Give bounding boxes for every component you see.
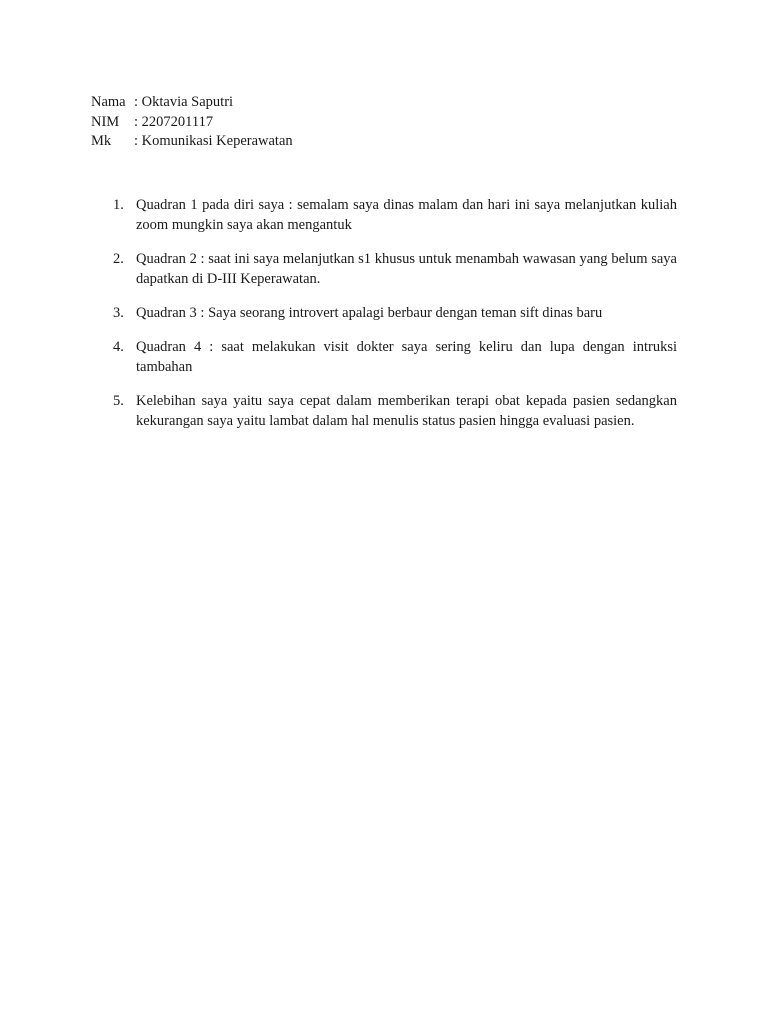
list-item bbox=[108, 195, 677, 235]
list-item-number: 5. bbox=[113, 393, 124, 409]
list-item-text: Quadran 4 : saat melakukan visit dokter saya sering keliru dan lupa dengan intruksi tambahan bbox=[136, 339, 677, 375]
list-item-text: Kelebihan saya yaitu saya cepat dalam memberikan terapi obat kepada pasien sedangkan kekurangan saya yaitu lambat dalam hal menulis status pasien hingga evaluasi pasien. bbox=[136, 393, 677, 429]
course-row bbox=[91, 132, 293, 152]
list-item-number: 4. bbox=[113, 339, 124, 355]
name-label: Nama bbox=[91, 94, 126, 110]
list-item bbox=[108, 391, 677, 431]
list-item bbox=[108, 337, 677, 377]
list-item-text: Quadran 2 : saat ini saya melanjutkan s1 khusus untuk menambah wawasan yang belum saya dapatkan di D-III Keperawatan. bbox=[136, 251, 677, 287]
list-item-number: 1. bbox=[113, 197, 124, 213]
numbered-list bbox=[108, 195, 677, 445]
course-value: : Komunikasi Keperawatan bbox=[134, 133, 293, 149]
list-item-number: 2. bbox=[113, 251, 124, 267]
name-row bbox=[91, 93, 293, 113]
list-item-number: 3. bbox=[113, 305, 124, 321]
student-info-block bbox=[91, 93, 293, 152]
course-label: Mk bbox=[91, 133, 112, 149]
list-item-text: Quadran 1 pada diri saya : semalam saya dinas malam dan hari ini saya melanjutkan kuliah zoom mungkin saya akan mengantuk bbox=[136, 197, 677, 233]
list-item bbox=[108, 249, 677, 289]
nim-row bbox=[91, 113, 293, 133]
nim-value: : 2207201117 bbox=[134, 113, 214, 130]
nim-label: NIM bbox=[91, 113, 120, 130]
list-item-text: Quadran 3 : Saya seorang introvert apalagi berbaur dengan teman sift dinas baru bbox=[136, 305, 603, 321]
list-item bbox=[108, 303, 677, 323]
name-value: : Oktavia Saputri bbox=[134, 94, 234, 110]
